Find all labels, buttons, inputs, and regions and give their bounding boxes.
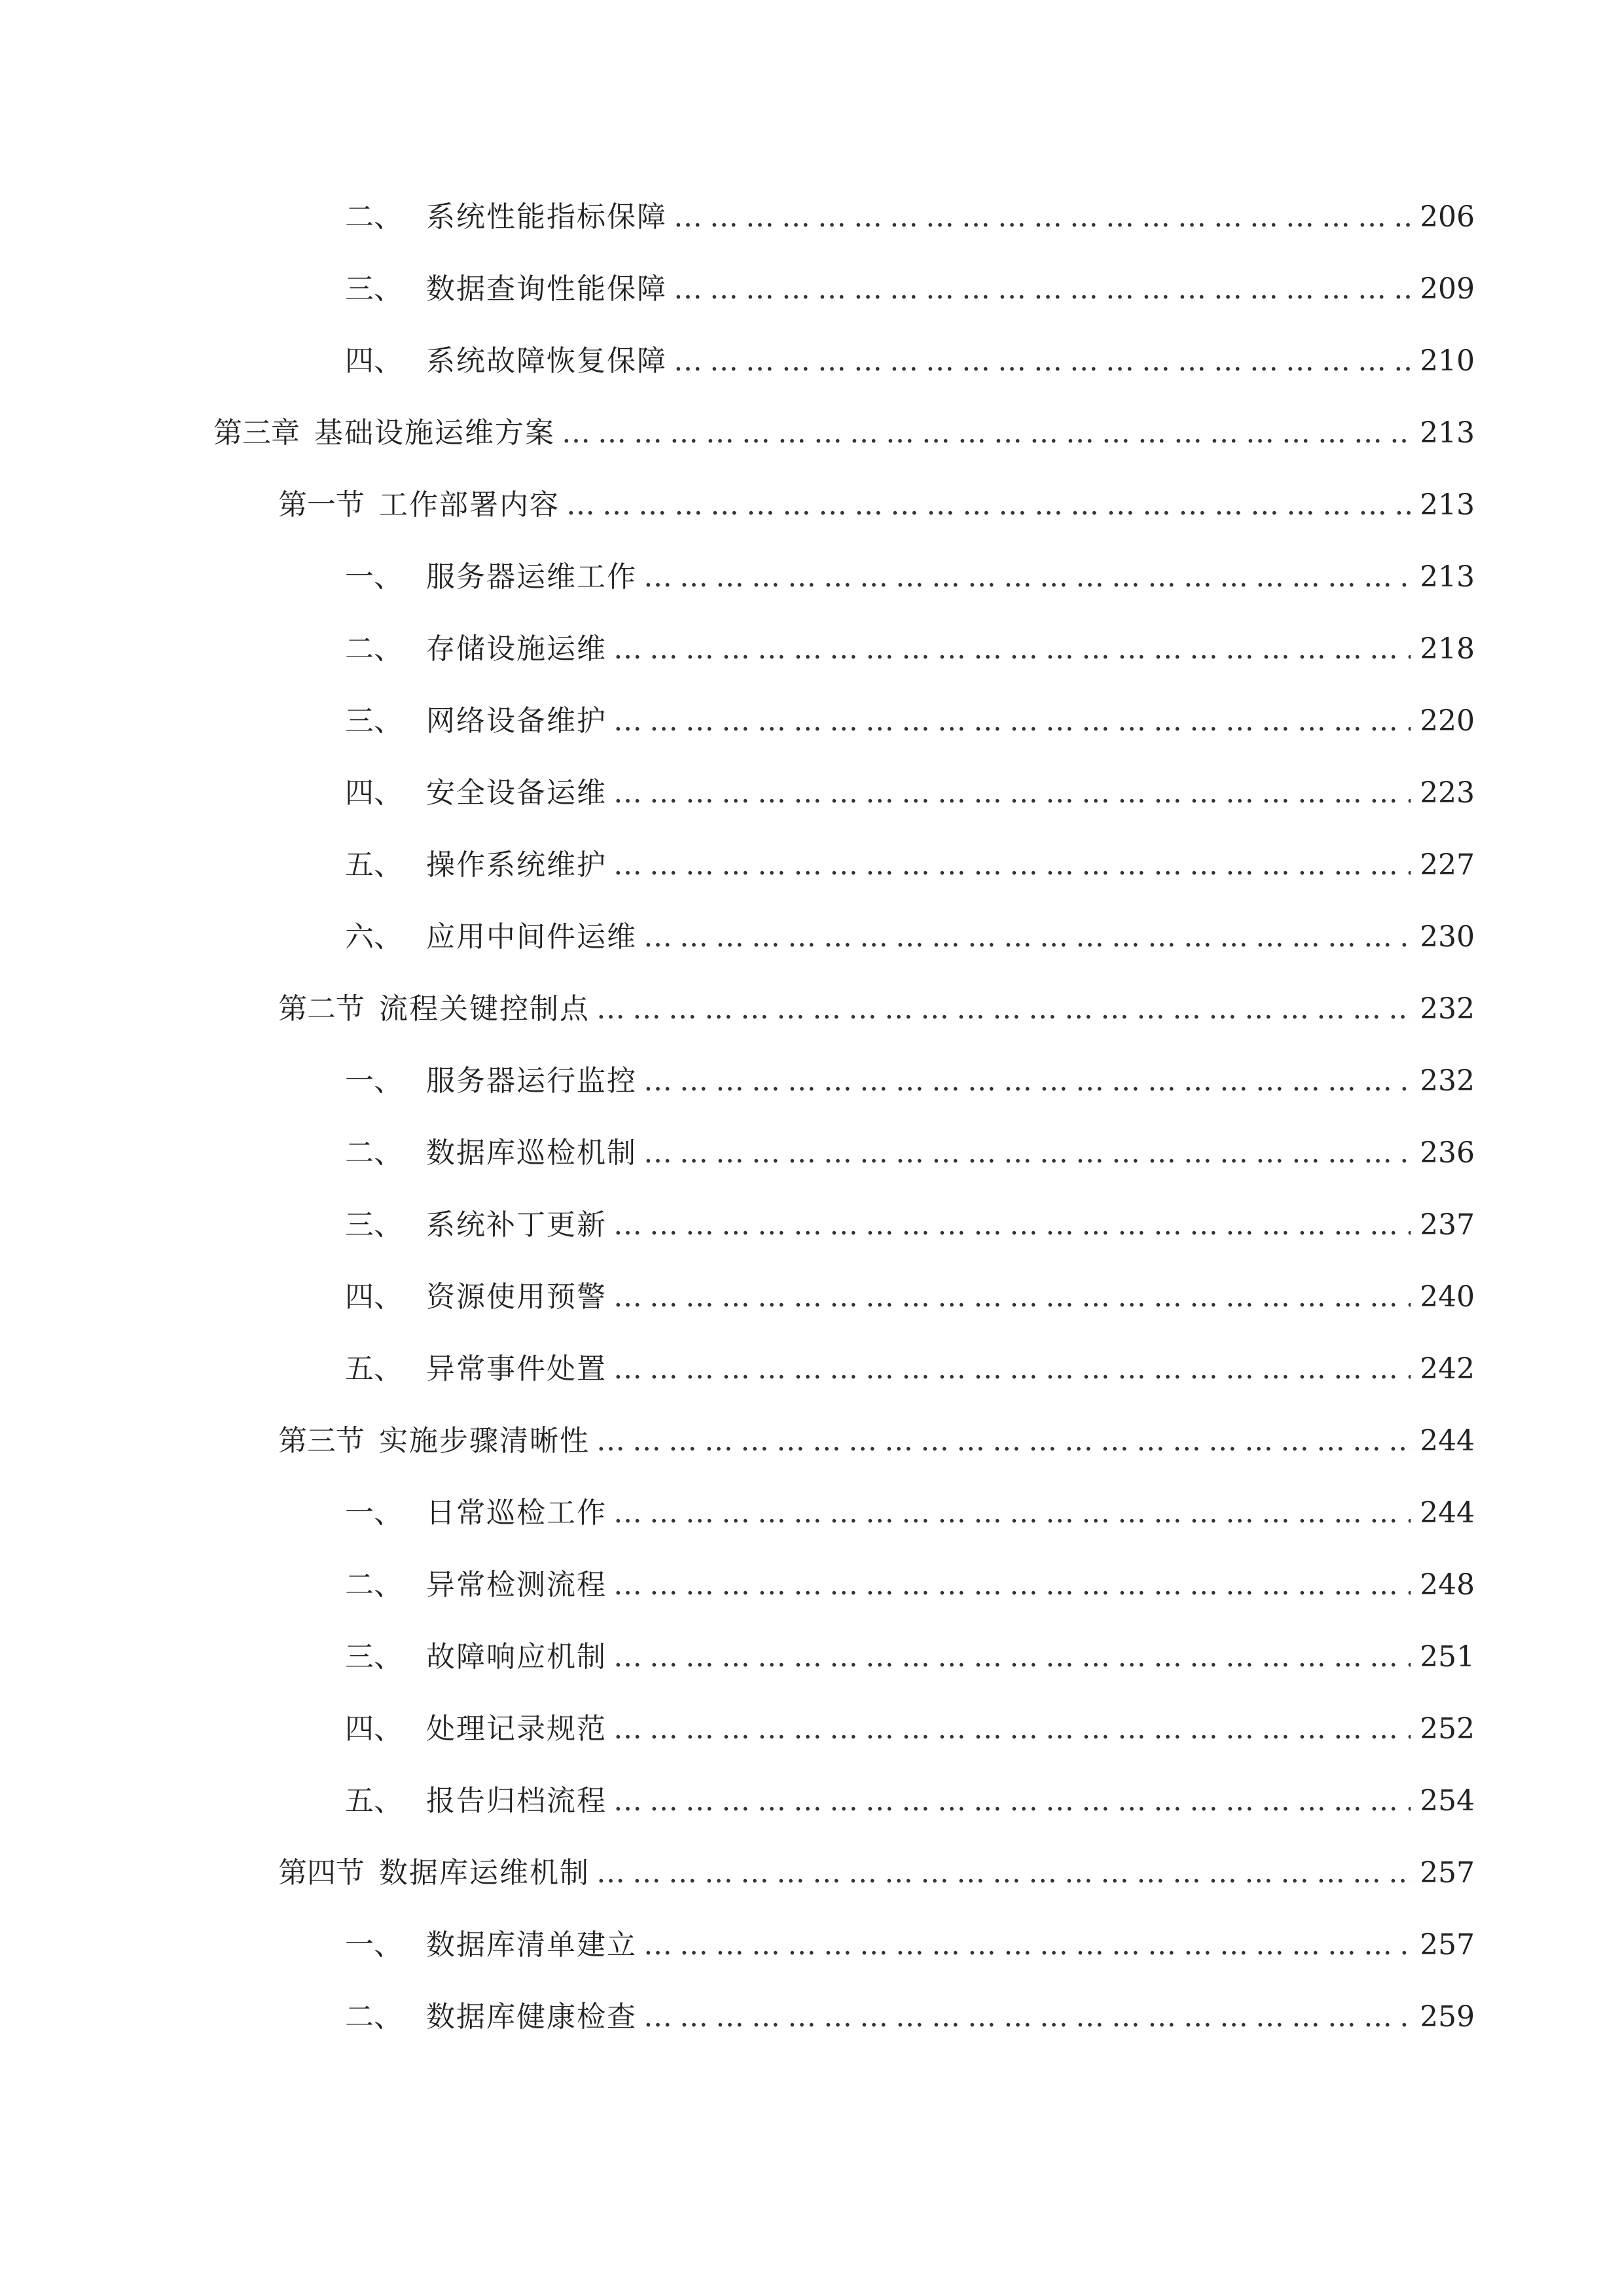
toc-page-number: 254 (1420, 1784, 1475, 1818)
toc-page-number: 251 (1420, 1640, 1475, 1674)
toc-subsection-entry[interactable] (345, 1559, 1475, 1611)
toc-entry-title: 工作部署内容 (379, 488, 560, 522)
toc-dot-leader (643, 1991, 1411, 2043)
toc-dot-leader (613, 695, 1411, 747)
toc-entry-number: 二、 (345, 1568, 403, 1602)
toc-entry-number: 四、 (345, 776, 403, 810)
toc-chapter-entry[interactable] (213, 407, 1475, 459)
toc-subsection-entry[interactable] (345, 1199, 1475, 1251)
toc-section-entry[interactable] (278, 479, 1475, 531)
toc-entry-title: 操作系统维护 (426, 848, 607, 882)
toc-dot-leader (613, 1775, 1411, 1827)
toc-dot-leader (613, 767, 1411, 819)
toc-dot-leader (643, 551, 1411, 603)
toc-entry-title: 基础设施运维方案 (314, 416, 555, 450)
toc-entry-title: 处理记录规范 (426, 1712, 607, 1746)
toc-subsection-entry[interactable] (345, 695, 1475, 747)
toc-entry-number: 六、 (345, 920, 403, 954)
toc-subsection-entry[interactable] (345, 263, 1475, 315)
toc-page-number: 232 (1420, 1064, 1475, 1098)
toc-subsection-entry[interactable] (345, 1487, 1475, 1539)
toc-entry-number: 一、 (345, 560, 403, 594)
toc-dot-leader (596, 1415, 1411, 1467)
toc-entry-title: 数据查询性能保障 (426, 272, 667, 306)
toc-dot-leader (643, 911, 1411, 963)
toc-page-number: 248 (1420, 1568, 1475, 1602)
toc-entry-title: 数据库巡检机制 (426, 1136, 637, 1170)
toc-dot-leader (562, 407, 1411, 459)
toc-entry-title: 资源使用预警 (426, 1280, 607, 1314)
toc-entry-number: 五、 (345, 1352, 403, 1386)
toc-entry-title: 异常事件处置 (426, 1352, 607, 1386)
toc-page-number: 244 (1420, 1424, 1475, 1458)
toc-entry-title: 实施步骤清晰性 (379, 1424, 590, 1458)
toc-entry-title: 异常检测流程 (426, 1568, 607, 1602)
toc-page-number: 242 (1420, 1352, 1475, 1386)
toc-entry-number: 五、 (345, 848, 403, 882)
toc-subsection-entry[interactable] (345, 1631, 1475, 1683)
toc-dot-leader (566, 479, 1411, 531)
toc-entry-number: 五、 (345, 1784, 403, 1818)
toc-subsection-entry[interactable] (345, 1775, 1475, 1827)
toc-page-number: 232 (1420, 992, 1475, 1026)
toc-subsection-entry[interactable] (345, 1343, 1475, 1395)
toc-entry-number: 第三节 (278, 1424, 365, 1458)
toc-page-number: 223 (1420, 776, 1475, 810)
toc-entry-title: 数据库清单建立 (426, 1928, 637, 1962)
toc-page-number: 210 (1420, 344, 1475, 378)
toc-entry-title: 系统性能指标保障 (426, 200, 667, 234)
toc-page-number: 244 (1420, 1496, 1475, 1530)
toc-entry-number: 二、 (345, 200, 403, 234)
toc-dot-leader (613, 1631, 1411, 1683)
toc-entry-number: 第二节 (278, 992, 365, 1026)
toc-page-number: 218 (1420, 632, 1475, 666)
toc-dot-leader (643, 1127, 1411, 1179)
toc-dot-leader (596, 983, 1411, 1035)
toc-entry-number: 四、 (345, 1280, 403, 1314)
toc-entry-number: 第四节 (278, 1856, 365, 1890)
toc-entry-title: 网络设备维护 (426, 704, 607, 738)
toc-entry-title: 安全设备运维 (426, 776, 607, 810)
toc-section-entry[interactable] (278, 1415, 1475, 1467)
toc-page-number: 240 (1420, 1280, 1475, 1314)
toc-entry-number: 三、 (345, 1208, 403, 1242)
toc-entry-title: 服务器运维工作 (426, 560, 637, 594)
toc-subsection-entry[interactable] (345, 191, 1475, 243)
toc-dot-leader (613, 1343, 1411, 1395)
toc-entry-number: 二、 (345, 632, 403, 666)
toc-subsection-entry[interactable] (345, 335, 1475, 387)
toc-entry-title: 应用中间件运维 (426, 920, 637, 954)
toc-subsection-entry[interactable] (345, 1127, 1475, 1179)
toc-dot-leader (643, 1919, 1411, 1971)
toc-entry-number: 四、 (345, 1712, 403, 1746)
toc-dot-leader (613, 1487, 1411, 1539)
toc-dot-leader (613, 1559, 1411, 1611)
toc-page-number: 209 (1420, 272, 1475, 306)
toc-section-entry[interactable] (278, 1847, 1475, 1899)
toc-dot-leader (674, 335, 1411, 387)
toc-entry-title: 故障响应机制 (426, 1640, 607, 1674)
toc-entry-number: 三、 (345, 1640, 403, 1674)
toc-entry-title: 数据库健康检查 (426, 2000, 637, 2034)
toc-entry-title: 服务器运行监控 (426, 1064, 637, 1098)
toc-entry-title: 系统补丁更新 (426, 1208, 607, 1242)
toc-dot-leader (674, 263, 1411, 315)
toc-page-number: 230 (1420, 920, 1475, 954)
toc-page-number: 237 (1420, 1208, 1475, 1242)
toc-page-number: 236 (1420, 1136, 1475, 1170)
toc-entry-title: 数据库运维机制 (379, 1856, 590, 1890)
toc-section-entry[interactable] (278, 983, 1475, 1035)
toc-entry-number: 一、 (345, 1928, 403, 1962)
toc-entry-number: 二、 (345, 1136, 403, 1170)
toc-page-number: 213 (1420, 560, 1475, 594)
toc-dot-leader (674, 191, 1411, 243)
toc-page-number: 252 (1420, 1712, 1475, 1746)
toc-page-number: 227 (1420, 848, 1475, 882)
toc-entry-number: 三、 (345, 704, 403, 738)
toc-page-number: 213 (1420, 488, 1475, 522)
toc-subsection-entry[interactable] (345, 1919, 1475, 1971)
toc-page-number: 259 (1420, 2000, 1475, 2034)
toc-dot-leader (613, 1271, 1411, 1323)
toc-entry-number: 一、 (345, 1496, 403, 1530)
toc-entry-title: 存储设施运维 (426, 632, 607, 666)
toc-entry-title: 流程关键控制点 (379, 992, 590, 1026)
toc-entry-number: 四、 (345, 344, 403, 378)
toc-entry-number: 第一节 (278, 488, 365, 522)
toc-page-number: 213 (1420, 416, 1475, 450)
toc-dot-leader (643, 1055, 1411, 1107)
toc-entry-number: 一、 (345, 1064, 403, 1098)
toc-subsection-entry[interactable] (345, 1271, 1475, 1323)
toc-page-number: 220 (1420, 704, 1475, 738)
toc-entry-title: 日常巡检工作 (426, 1496, 607, 1530)
toc-subsection-entry[interactable] (345, 911, 1475, 963)
toc-subsection-entry[interactable] (345, 839, 1475, 891)
toc-subsection-entry[interactable] (345, 551, 1475, 603)
toc-entry-title: 系统故障恢复保障 (426, 344, 667, 378)
toc-page-number: 206 (1420, 200, 1475, 234)
toc-dot-leader (613, 839, 1411, 891)
toc-entry-title: 报告归档流程 (426, 1784, 607, 1818)
toc-subsection-entry[interactable] (345, 623, 1475, 675)
toc-dot-leader (613, 1199, 1411, 1251)
toc-subsection-entry[interactable] (345, 1055, 1475, 1107)
toc-page-number: 257 (1420, 1928, 1475, 1962)
toc-subsection-entry[interactable] (345, 1991, 1475, 2043)
toc-dot-leader (596, 1847, 1411, 1899)
toc-dot-leader (613, 1703, 1411, 1755)
toc-page-number: 257 (1420, 1856, 1475, 1890)
toc-subsection-entry[interactable] (345, 1703, 1475, 1755)
toc-dot-leader (613, 623, 1411, 675)
toc-entry-number: 第三章 (213, 416, 300, 450)
toc-entry-number: 三、 (345, 272, 403, 306)
toc-subsection-entry[interactable] (345, 767, 1475, 819)
toc-entry-number: 二、 (345, 2000, 403, 2034)
